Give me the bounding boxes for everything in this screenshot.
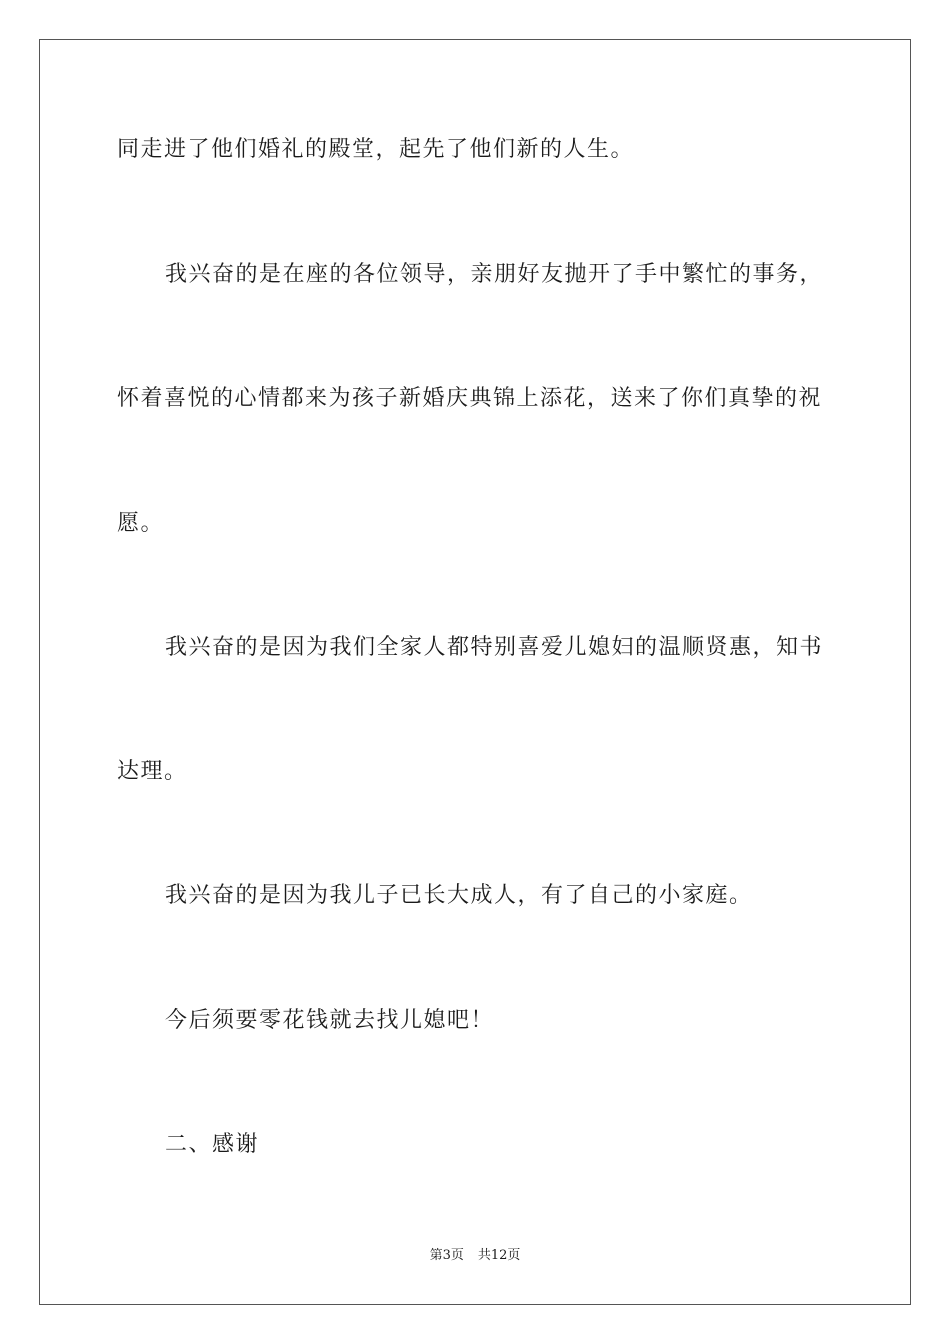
text-line: 同走进了他们婚礼的殿堂，起先了他们新的人生。 — [117, 137, 635, 162]
text-line: 我兴奋的是在座的各位领导，亲朋好友抛开了手中繁忙的事务， — [165, 262, 824, 287]
page-border — [39, 39, 911, 1305]
text-line: 今后须要零花钱就去找儿媳吧！ — [165, 1008, 495, 1033]
page-total: 共12页 — [477, 1248, 521, 1263]
page-footer — [0, 1247, 950, 1265]
text-line: 怀着喜悦的心情都来为孩子新婚庆典锦上添花，送来了你们真挚的祝 — [117, 386, 823, 411]
text-line: 我兴奋的是因为我儿子已长大成人，有了自己的小家庭。 — [165, 883, 753, 908]
text-line: 我兴奋的是因为我们全家人都特别喜爱儿媳妇的温顺贤惠，知书 — [165, 635, 824, 660]
page-number: 第3页 — [429, 1248, 464, 1263]
text-line: 愿。 — [117, 511, 165, 536]
text-line: 达理。 — [117, 759, 188, 784]
section-heading: 二、感谢 — [165, 1132, 260, 1157]
